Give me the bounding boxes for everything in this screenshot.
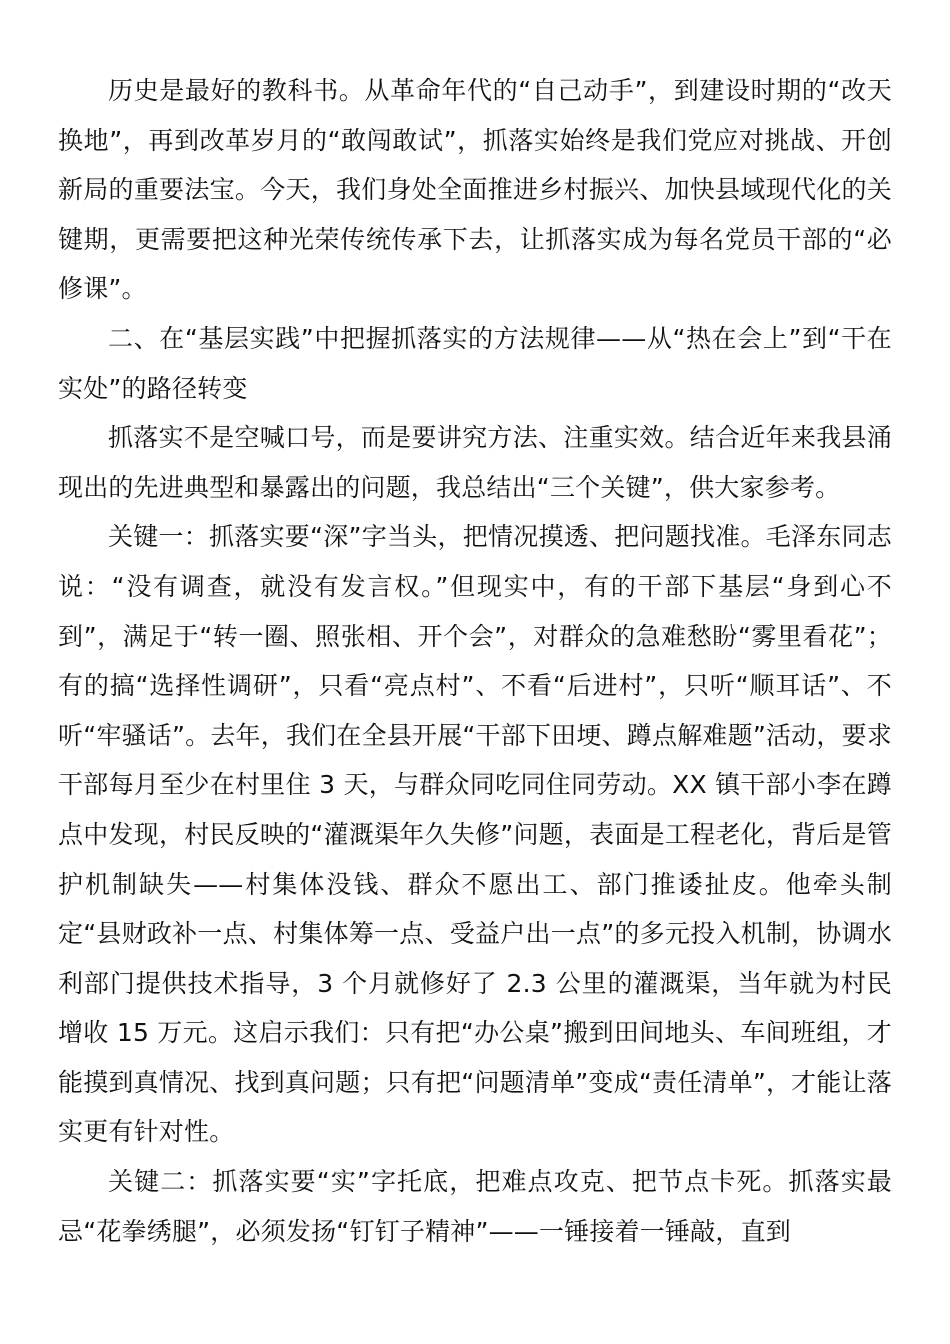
paragraph-key-two: 关键二：抓落实要“实”字托底，把难点攻克、把节点卡死。抓落实最忌“花拳绣腿”，必须发扬“钉钉子精神”——一锤接着一锤敲，直到 [58, 1167, 892, 1246]
paragraph-key-one: 关键一：抓落实要“深”字当头，把情况摸透、把问题找准。毛泽东同志说：“没有调查，就没有发言权。”但现实中，有的干部下基层“身到心不到”，满足于“转一圈、照张相、开个会”，对群众的急难愁盼“雾里看花”；有的搞“选择性调研”，只看“亮点村”、不看“后进村”，只听“顺耳话”、不听“牢骚话”。去年，我们在全县开展“干部下田埂、蹲点解难题”活动，要求干部每月至少在村里住 3 天，与群众同吃同住同劳动。XX 镇干部小李在蹲点中发现，村民反映的“灌溉渠年久失修”问题，表面是工程老化，背后是管护机制缺失——村集体没钱、群众不愿出工、部门推诿扯皮。他牵头制定“县财政补一点、村集体筹一点、受益户出一点”的多元投入机制，协调水利部门提供技术指导，3 个月就修好了 2.3 公里的灌溉渠，当年就为村民增收 15 万元。这启示我们：只有把“办公桌”搬到田间地头、车间班组，才能摸到真情况、找到真问题；只有把“问题清单”变成“责任清单”，才能让落实更有针对性。 [58, 522, 892, 1147]
paragraph-intro-methods: 抓落实不是空喊口号，而是要讲究方法、注重实效。结合近年来我县涌现出的先进典型和暴露出的问题，我总结出“三个关键”，供大家参考。 [58, 423, 892, 502]
paragraph-history: 历史是最好的教科书。从革命年代的“自己动手”，到建设时期的“改天换地”，再到改革岁月的“敢闯敢试”，抓落实始终是我们党应对挑战、开创新局的重要法宝。今天，我们身处全面推进乡村振兴、加快县域现代化的关键期，更需要把这种光荣传统传承下去，让抓落实成为每名党员干部的“必修课”。 [58, 76, 892, 304]
section-heading-two: 二、在“基层实践”中把握抓落实的方法规律——从“热在会上”到“干在实处”的路径转变 [58, 323, 892, 403]
